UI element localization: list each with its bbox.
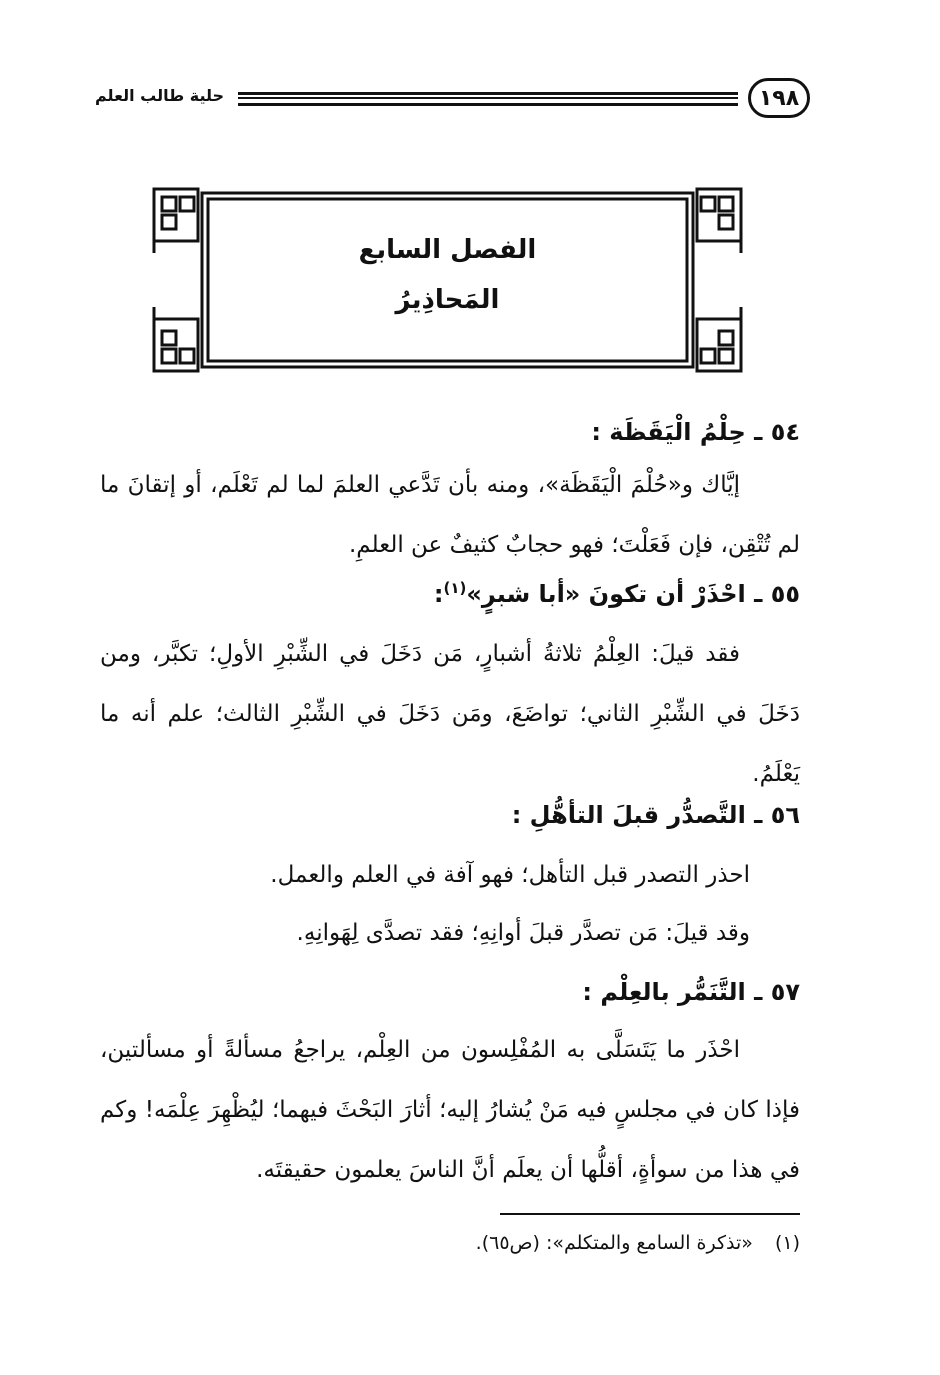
footnote-text: «تذكرة السامع والمتكلم»: (ص٦٥). [475, 1232, 753, 1254]
section-paragraph: احْذَر ما يَتَسَلَّى به المُفْلِسون من العِلْم، يراجعُ مسألةً أو مسألتين، فإذا كان في مجلسٍ فيه مَنْ يُشارُ إليه؛ أثارَ البَحْثَ فيهما؛ ليُظْهِرَ عِلْمَه! وكم في هذا من سوأةٍ، أقلُّها أن يعلَم أنَّ الناسَ يعلمون حقيقتَه. [100, 1037, 800, 1183]
section-heading [100, 564, 800, 624]
ornamental-border [150, 185, 745, 375]
section-heading: ٥٦ ـ التَّصدُّر قبلَ التأهُّلِ : [511, 801, 800, 829]
footnote-separator [500, 1213, 800, 1215]
chapter-label: الفصل السابع [358, 235, 537, 265]
section-paragraph: وقد قيلَ: مَن تصدَّر قبلَ أوانِهِ؛ فقد تصدَّى لِهَوانِهِ. [296, 920, 750, 946]
chapter-frame [150, 185, 745, 375]
chapter-title: المَحاذِيرُ [395, 285, 500, 315]
section-heading: ٥٤ ـ حِلْمُ الْيَقَظَة : [591, 418, 800, 446]
section-paragraph: إيَّاك و«حُلْمَ الْيَقَظَة»، ومنه بأن تَدَّعي العلمَ لما لم تَعْلَم، أو إتقانَ ما لم تُتْقِن، فإن فَعَلْتَ؛ فهو حجابٌ كثيفٌ عن العلمِ. [100, 472, 800, 558]
page-header [95, 78, 810, 124]
section-heading: ٥٧ ـ التَّنَمُّر بالعِلْم : [582, 978, 800, 1006]
footnote [100, 1232, 800, 1254]
section-paragraph: فقد قيلَ: العِلْمُ ثلاثةُ أشبارٍ، مَن دَخَلَ في الشِّبْرِ الأولِ؛ تكبَّر، ومن دَخَلَ في الشِّبْرِ الثاني؛ تواضَعَ، ومَن دَخَلَ في الشِّبْرِ الثالث؛ علم أنه ما يَعْلَمُ. [100, 641, 800, 787]
section-heading-suffix: : [433, 580, 444, 608]
header-rule [238, 92, 738, 106]
footnote-reference: (١) [443, 579, 467, 597]
book-title: حلية طالب العلم [95, 86, 225, 105]
page-number: ١٩٨ [748, 78, 810, 118]
footnote-number: (١) [774, 1232, 800, 1254]
section-heading-text: ٥٥ ـ احْذَرْ أن تكونَ «أبا شبرٍ» [466, 580, 800, 608]
section-paragraph: احذر التصدر قبل التأهل؛ فهو آفة في العلم والعمل. [270, 862, 750, 888]
